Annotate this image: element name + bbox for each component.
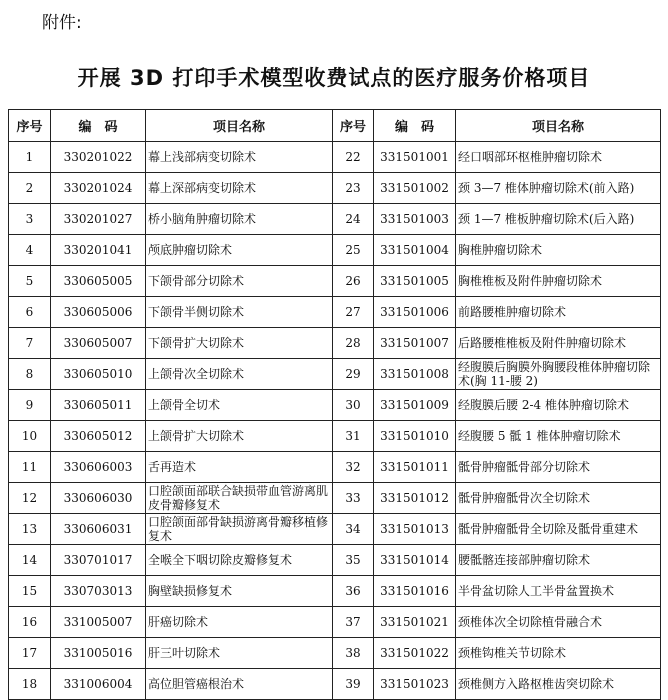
row-name: 全喉全下咽切除皮瓣修复术 [146,545,333,576]
table-row [9,452,661,483]
row-no: 18 [9,669,51,700]
row-no: 8 [9,359,51,390]
row-name-2: 经口咽部环枢椎肿瘤切除术 [456,142,661,173]
table-row [9,204,661,235]
row-code: 330606030 [51,483,146,514]
row-name: 上颌骨次全切除术 [146,359,333,390]
row-no: 15 [9,576,51,607]
row-code-2: 331501003 [374,204,456,235]
row-no-2: 37 [333,607,374,638]
row-code-2: 331501005 [374,266,456,297]
row-no-2: 29 [333,359,374,390]
row-code: 330605006 [51,297,146,328]
row-name-2: 半骨盆切除人工半骨盆置换术 [456,576,661,607]
row-code: 330606031 [51,514,146,545]
row-name: 下颌骨扩大切除术 [146,328,333,359]
table-row [9,669,661,700]
row-name-2: 前路腰椎肿瘤切除术 [456,297,661,328]
header-no: 序号 [9,110,51,142]
header-code: 编 码 [51,110,146,142]
row-name: 口腔颌面部联合缺损带血管游离肌皮骨瓣修复术 [146,483,333,514]
row-code-2: 331501006 [374,297,456,328]
row-code-2: 331501014 [374,545,456,576]
table-row [9,545,661,576]
row-no: 11 [9,452,51,483]
table-row [9,297,661,328]
row-name-2: 腰骶髂连接部肿瘤切除术 [456,545,661,576]
row-name-2: 颈 3—7 椎体肿瘤切除术(前入路) [456,173,661,204]
row-code: 330701017 [51,545,146,576]
header-name: 项目名称 [146,110,333,142]
row-no-2: 22 [333,142,374,173]
table-row [9,638,661,669]
row-name: 幕上深部病变切除术 [146,173,333,204]
row-no-2: 38 [333,638,374,669]
row-no-2: 33 [333,483,374,514]
price-table [8,109,661,700]
row-code-2: 331501023 [374,669,456,700]
table-row [9,235,661,266]
row-name-2: 经腹腰 5 骶 1 椎体肿瘤切除术 [456,421,661,452]
row-code-2: 331501016 [374,576,456,607]
row-name: 下颌骨部分切除术 [146,266,333,297]
row-no-2: 35 [333,545,374,576]
row-no-2: 31 [333,421,374,452]
table-row [9,421,661,452]
table-row [9,483,661,514]
row-no: 13 [9,514,51,545]
row-name-2: 颈椎侧方入路枢椎齿突切除术 [456,669,661,700]
row-code-2: 331501001 [374,142,456,173]
row-name-2: 颈椎体次全切除植骨融合术 [456,607,661,638]
row-code: 330605011 [51,390,146,421]
row-code-2: 331501013 [374,514,456,545]
row-no: 9 [9,390,51,421]
row-name: 上颌骨全切术 [146,390,333,421]
row-name: 幕上浅部病变切除术 [146,142,333,173]
row-no: 17 [9,638,51,669]
row-name: 肝三叶切除术 [146,638,333,669]
row-code-2: 331501008 [374,359,456,390]
row-name: 口腔颌面部骨缺损游离骨瓣移植修复术 [146,514,333,545]
row-name-2: 骶骨肿瘤骶骨部分切除术 [456,452,661,483]
header-no-2: 序号 [333,110,374,142]
row-name-2: 经腹膜后腰 2-4 椎体肿瘤切除术 [456,390,661,421]
row-no-2: 27 [333,297,374,328]
row-name: 胸壁缺损修复术 [146,576,333,607]
row-code: 330201024 [51,173,146,204]
table-row [9,266,661,297]
table-row [9,359,661,390]
row-code-2: 331501007 [374,328,456,359]
row-no: 5 [9,266,51,297]
table-row [9,607,661,638]
row-no: 14 [9,545,51,576]
row-no-2: 32 [333,452,374,483]
row-no: 16 [9,607,51,638]
row-code: 330703013 [51,576,146,607]
row-name: 桥小脑角肿瘤切除术 [146,204,333,235]
row-name-2: 骶骨肿瘤骶骨次全切除术 [456,483,661,514]
row-name-2: 经腹膜后胸膜外胸腰段椎体肿瘤切除术(胸 11-腰 2) [456,359,661,390]
table-row [9,328,661,359]
row-code: 330201022 [51,142,146,173]
row-name-2: 后路腰椎椎板及附件肿瘤切除术 [456,328,661,359]
table-row [9,173,661,204]
row-code: 330605012 [51,421,146,452]
row-name-2: 颈 1—7 椎板肿瘤切除术(后入路) [456,204,661,235]
row-code-2: 331501009 [374,390,456,421]
row-code: 330201041 [51,235,146,266]
row-code: 330605005 [51,266,146,297]
row-no-2: 25 [333,235,374,266]
row-name: 颅底肿瘤切除术 [146,235,333,266]
row-code: 330605010 [51,359,146,390]
table-header-row [9,110,661,142]
row-code: 330605007 [51,328,146,359]
header-name-2: 项目名称 [456,110,661,142]
row-name: 下颌骨半侧切除术 [146,297,333,328]
row-no-2: 26 [333,266,374,297]
row-code-2: 331501002 [374,173,456,204]
row-no-2: 23 [333,173,374,204]
row-no: 3 [9,204,51,235]
row-code-2: 331501010 [374,421,456,452]
row-no-2: 24 [333,204,374,235]
row-no-2: 39 [333,669,374,700]
row-no-2: 36 [333,576,374,607]
row-code-2: 331501012 [374,483,456,514]
row-code-2: 331501021 [374,607,456,638]
attachment-label: 附件: [42,13,82,33]
row-name-2: 颈椎钩椎关节切除术 [456,638,661,669]
row-name: 舌再造术 [146,452,333,483]
row-no-2: 28 [333,328,374,359]
row-name-2: 胸椎椎板及附件肿瘤切除术 [456,266,661,297]
row-code: 331005007 [51,607,146,638]
row-no: 10 [9,421,51,452]
row-code-2: 331501022 [374,638,456,669]
row-code: 331006004 [51,669,146,700]
row-no: 6 [9,297,51,328]
table-row [9,142,661,173]
row-name: 上颌骨扩大切除术 [146,421,333,452]
page-title: 开展 3D 打印手术模型收费试点的医疗服务价格项目 [77,66,591,90]
row-code-2: 331501011 [374,452,456,483]
table-row [9,576,661,607]
row-no: 12 [9,483,51,514]
row-no: 7 [9,328,51,359]
row-name-2: 骶骨肿瘤骶骨全切除及骶骨重建术 [456,514,661,545]
row-no: 2 [9,173,51,204]
row-no: 1 [9,142,51,173]
row-name-2: 胸椎肿瘤切除术 [456,235,661,266]
row-no: 4 [9,235,51,266]
row-code: 331005016 [51,638,146,669]
table-row [9,390,661,421]
header-code-2: 编 码 [374,110,456,142]
row-no-2: 34 [333,514,374,545]
row-code: 330606003 [51,452,146,483]
row-name: 肝癌切除术 [146,607,333,638]
row-name: 高位胆管癌根治术 [146,669,333,700]
table-row [9,514,661,545]
row-code-2: 331501004 [374,235,456,266]
row-no-2: 30 [333,390,374,421]
row-code: 330201027 [51,204,146,235]
